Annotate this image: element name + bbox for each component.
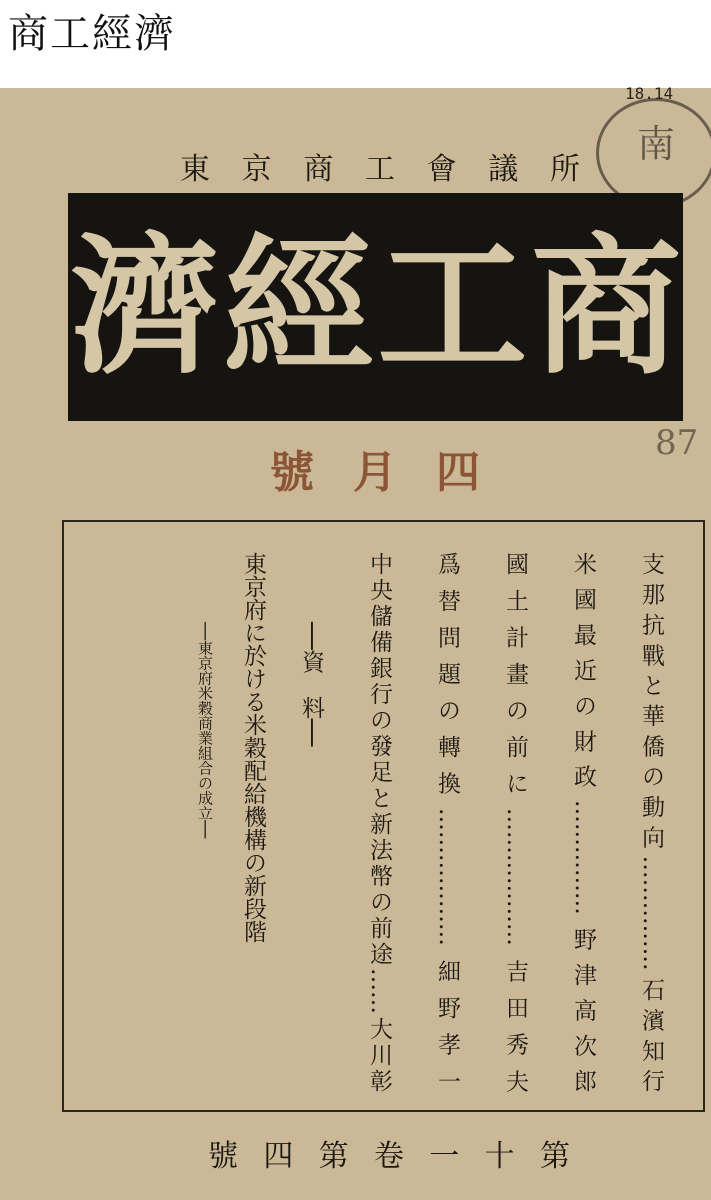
magazine-cover	[0, 84, 711, 1200]
toc-leader: ………………	[502, 807, 528, 946]
volume-char: 第	[318, 1139, 349, 1174]
library-stamp: 南	[596, 98, 711, 208]
margin-note: 87	[655, 423, 699, 463]
toc-entry[interactable]	[181, 552, 277, 1112]
toc-author: 野津高次郎	[570, 914, 596, 1093]
magazine-title	[68, 193, 683, 421]
toc-entry[interactable]	[345, 552, 413, 1092]
title-char: 濟	[69, 219, 220, 395]
section-label-data: ──資 料──	[298, 622, 324, 747]
title-char: 經	[223, 219, 374, 395]
publisher-name	[180, 146, 580, 186]
publisher-char: 所	[549, 152, 580, 187]
issue-char: 月	[353, 447, 397, 498]
toc-subtitle: ──東京府米穀商業組合の成立──	[196, 622, 214, 839]
volume-number	[208, 1133, 570, 1173]
volume-char: 第	[539, 1139, 570, 1174]
toc-leader: ……………	[638, 855, 664, 971]
toc-title: 支那抗戰と華僑の動向	[638, 552, 664, 856]
toc-title: 爲替問題の轉換	[434, 552, 460, 808]
table-of-contents	[62, 520, 705, 1112]
volume-char: 一	[429, 1139, 460, 1174]
title-char: 商	[531, 219, 682, 395]
publisher-char: 議	[488, 152, 519, 187]
toc-entry[interactable]	[549, 552, 617, 1092]
page-caption: 商工經濟	[8, 11, 176, 57]
toc-entry[interactable]	[413, 552, 481, 1092]
publisher-char: 京	[241, 152, 272, 187]
toc-author: 細野孝一	[434, 945, 460, 1093]
toc-entry[interactable]	[617, 552, 685, 1092]
toc-entry[interactable]	[481, 552, 549, 1092]
toc-title: 東京府に於ける米穀配給機構の新段階	[240, 552, 266, 943]
publisher-char: 東	[180, 152, 210, 187]
issue-char: 四	[436, 447, 480, 498]
title-char: 工	[377, 219, 528, 395]
toc-title: 米國最近の財政	[570, 552, 596, 800]
toc-author: 大川彰	[366, 1014, 392, 1092]
corner-mark: 18.14	[625, 84, 674, 103]
volume-char: 號	[208, 1139, 238, 1174]
title-band	[68, 193, 683, 421]
issue-char: 號	[270, 447, 314, 498]
toc-author: 吉田秀夫	[502, 945, 528, 1093]
volume-char: 卷	[373, 1139, 404, 1174]
toc-title: 中央儲備銀行の發足と新法幣の前途	[366, 552, 392, 968]
volume-char: 四	[263, 1139, 294, 1174]
toc-title: 國土計畫の前に	[502, 552, 528, 808]
publisher-char: 會	[426, 152, 457, 187]
toc-leader: ………………	[434, 807, 460, 946]
toc-leader: ……	[366, 968, 392, 1014]
issue-label	[270, 443, 480, 498]
toc-author: 石濱知行	[638, 970, 664, 1093]
toc-leader: ……………	[570, 799, 596, 915]
publisher-char: 商	[303, 152, 334, 187]
publisher-char: 工	[364, 152, 395, 187]
volume-char: 十	[484, 1139, 515, 1174]
